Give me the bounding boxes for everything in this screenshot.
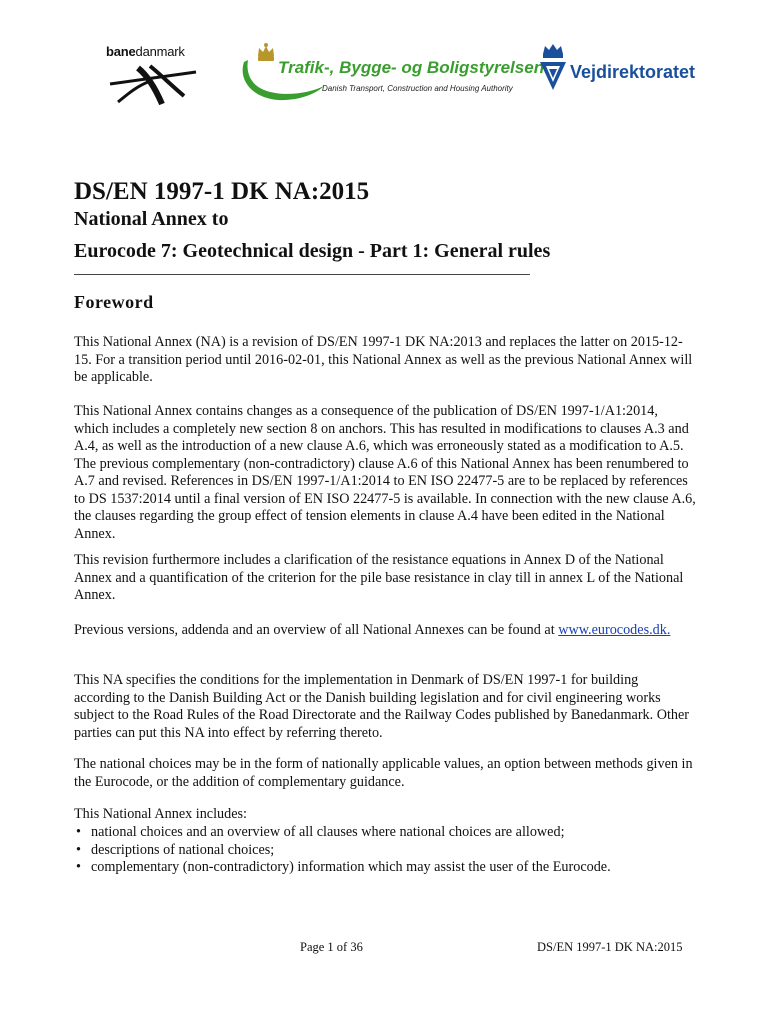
paragraph-national-choices: The national choices may be in the form of nationally applicable values, an option between methods given in the Eurocode, or the addition of complementary guidance. bbox=[74, 756, 693, 790]
bullet-icon: • bbox=[76, 841, 81, 858]
page-number: Page 1 of 36 bbox=[300, 940, 363, 954]
vejdirektoratet-name: Vejdirektoratet bbox=[570, 62, 696, 82]
list-item: • descriptions of national choices; bbox=[76, 841, 275, 858]
banedanmark-wordmark-light: danmark bbox=[135, 44, 185, 59]
paragraph-changes: This National Annex contains changes as a consequence of the publication of DS/EN 1997-1/A1:2014, which includes a completely new section 8 on anchors. This has resulted in modifications to clauses A.3 and A.4, as well as the introduction of a new clause A.6, which was erroneously stated as a modification to A.5. The previous complementary (non-contradictory) clause A.6 of this National Annex has been renumbered to A.7 and revised. References in DS/EN 1997-1/A1:2014 to EN ISO 22477-5 are to be replaced by references to DS 1537:2014 until a final version of EN ISO 22477-5 is available. In connection with the new clause A.6, the clauses regarding the group effect of tension elements in clause A.4 have been edited in the National Annex. bbox=[74, 403, 696, 542]
paragraph-includes-intro: This National Annex includes: bbox=[74, 806, 247, 822]
banedanmark-wordmark-bold: bane bbox=[106, 44, 136, 59]
list-item: • complementary (non-contradictory) information which may assist the user of the Eurocode. bbox=[76, 859, 611, 875]
footer-document-id: DS/EN 1997-1 DK NA:2015 bbox=[537, 940, 683, 954]
header-logos bbox=[0, 0, 768, 110]
document-subtitle-eurocode: Eurocode 7: Geotechnical design - Part 1: General rules bbox=[74, 240, 551, 262]
document-subtitle-annex: National Annex to bbox=[74, 208, 229, 230]
paragraph-revision: This National Annex (NA) is a revision of DS/EN 1997-1 DK NA:2013 and replaces the latter on 2015-12-15. For a transition period until 2016-02-01, this National Annex as well as the previous National Annex will be applicable. bbox=[74, 334, 693, 385]
eurocodes-link[interactable]: www.eurocodes.dk. bbox=[558, 622, 671, 638]
title-divider bbox=[74, 274, 530, 275]
bullet-icon: • bbox=[76, 859, 81, 875]
document-title: DS/EN 1997-1 DK NA:2015 bbox=[74, 178, 370, 205]
trafikstyrelsen-name: Trafik-, Bygge- og Boligstyrelsen bbox=[278, 58, 545, 77]
paragraph-previous-versions: Previous versions, addenda and an overview of all National Annexes can be found at www.eurocodes.dk. bbox=[74, 622, 671, 638]
foreword-heading: Foreword bbox=[74, 292, 154, 312]
railway-track-icon bbox=[108, 62, 198, 106]
banedanmark-logo bbox=[104, 44, 200, 108]
trafikstyrelsen-logo bbox=[238, 40, 545, 102]
list-item: • national choices and an overview of all clauses where national choices are allowed; bbox=[76, 824, 565, 840]
includes-list bbox=[74, 824, 714, 877]
paragraph-clarification: This revision furthermore includes a clarification of the resistance equations in Annex D of the National Annex and a quantification of the criterion for the pile base resistance in clay till in annex L of the National Annex. bbox=[74, 552, 684, 603]
paragraph-scope: This NA specifies the conditions for the implementation in Denmark of DS/EN 1997-1 for building according to the Danish Building Act or the Danish building legislation and for civil engineering works subject to the Road Rules of the Road Directorate and the Railway Codes published by Banedanmark. Other parties can put this NA into effect by referring thereto. bbox=[74, 672, 690, 741]
vejdirektoratet-logo bbox=[538, 44, 718, 94]
trafikstyrelsen-subtitle: Danish Transport, Construction and Housing Authority bbox=[322, 84, 513, 93]
bullet-icon: • bbox=[76, 824, 81, 840]
crown-shield-icon bbox=[538, 44, 568, 92]
